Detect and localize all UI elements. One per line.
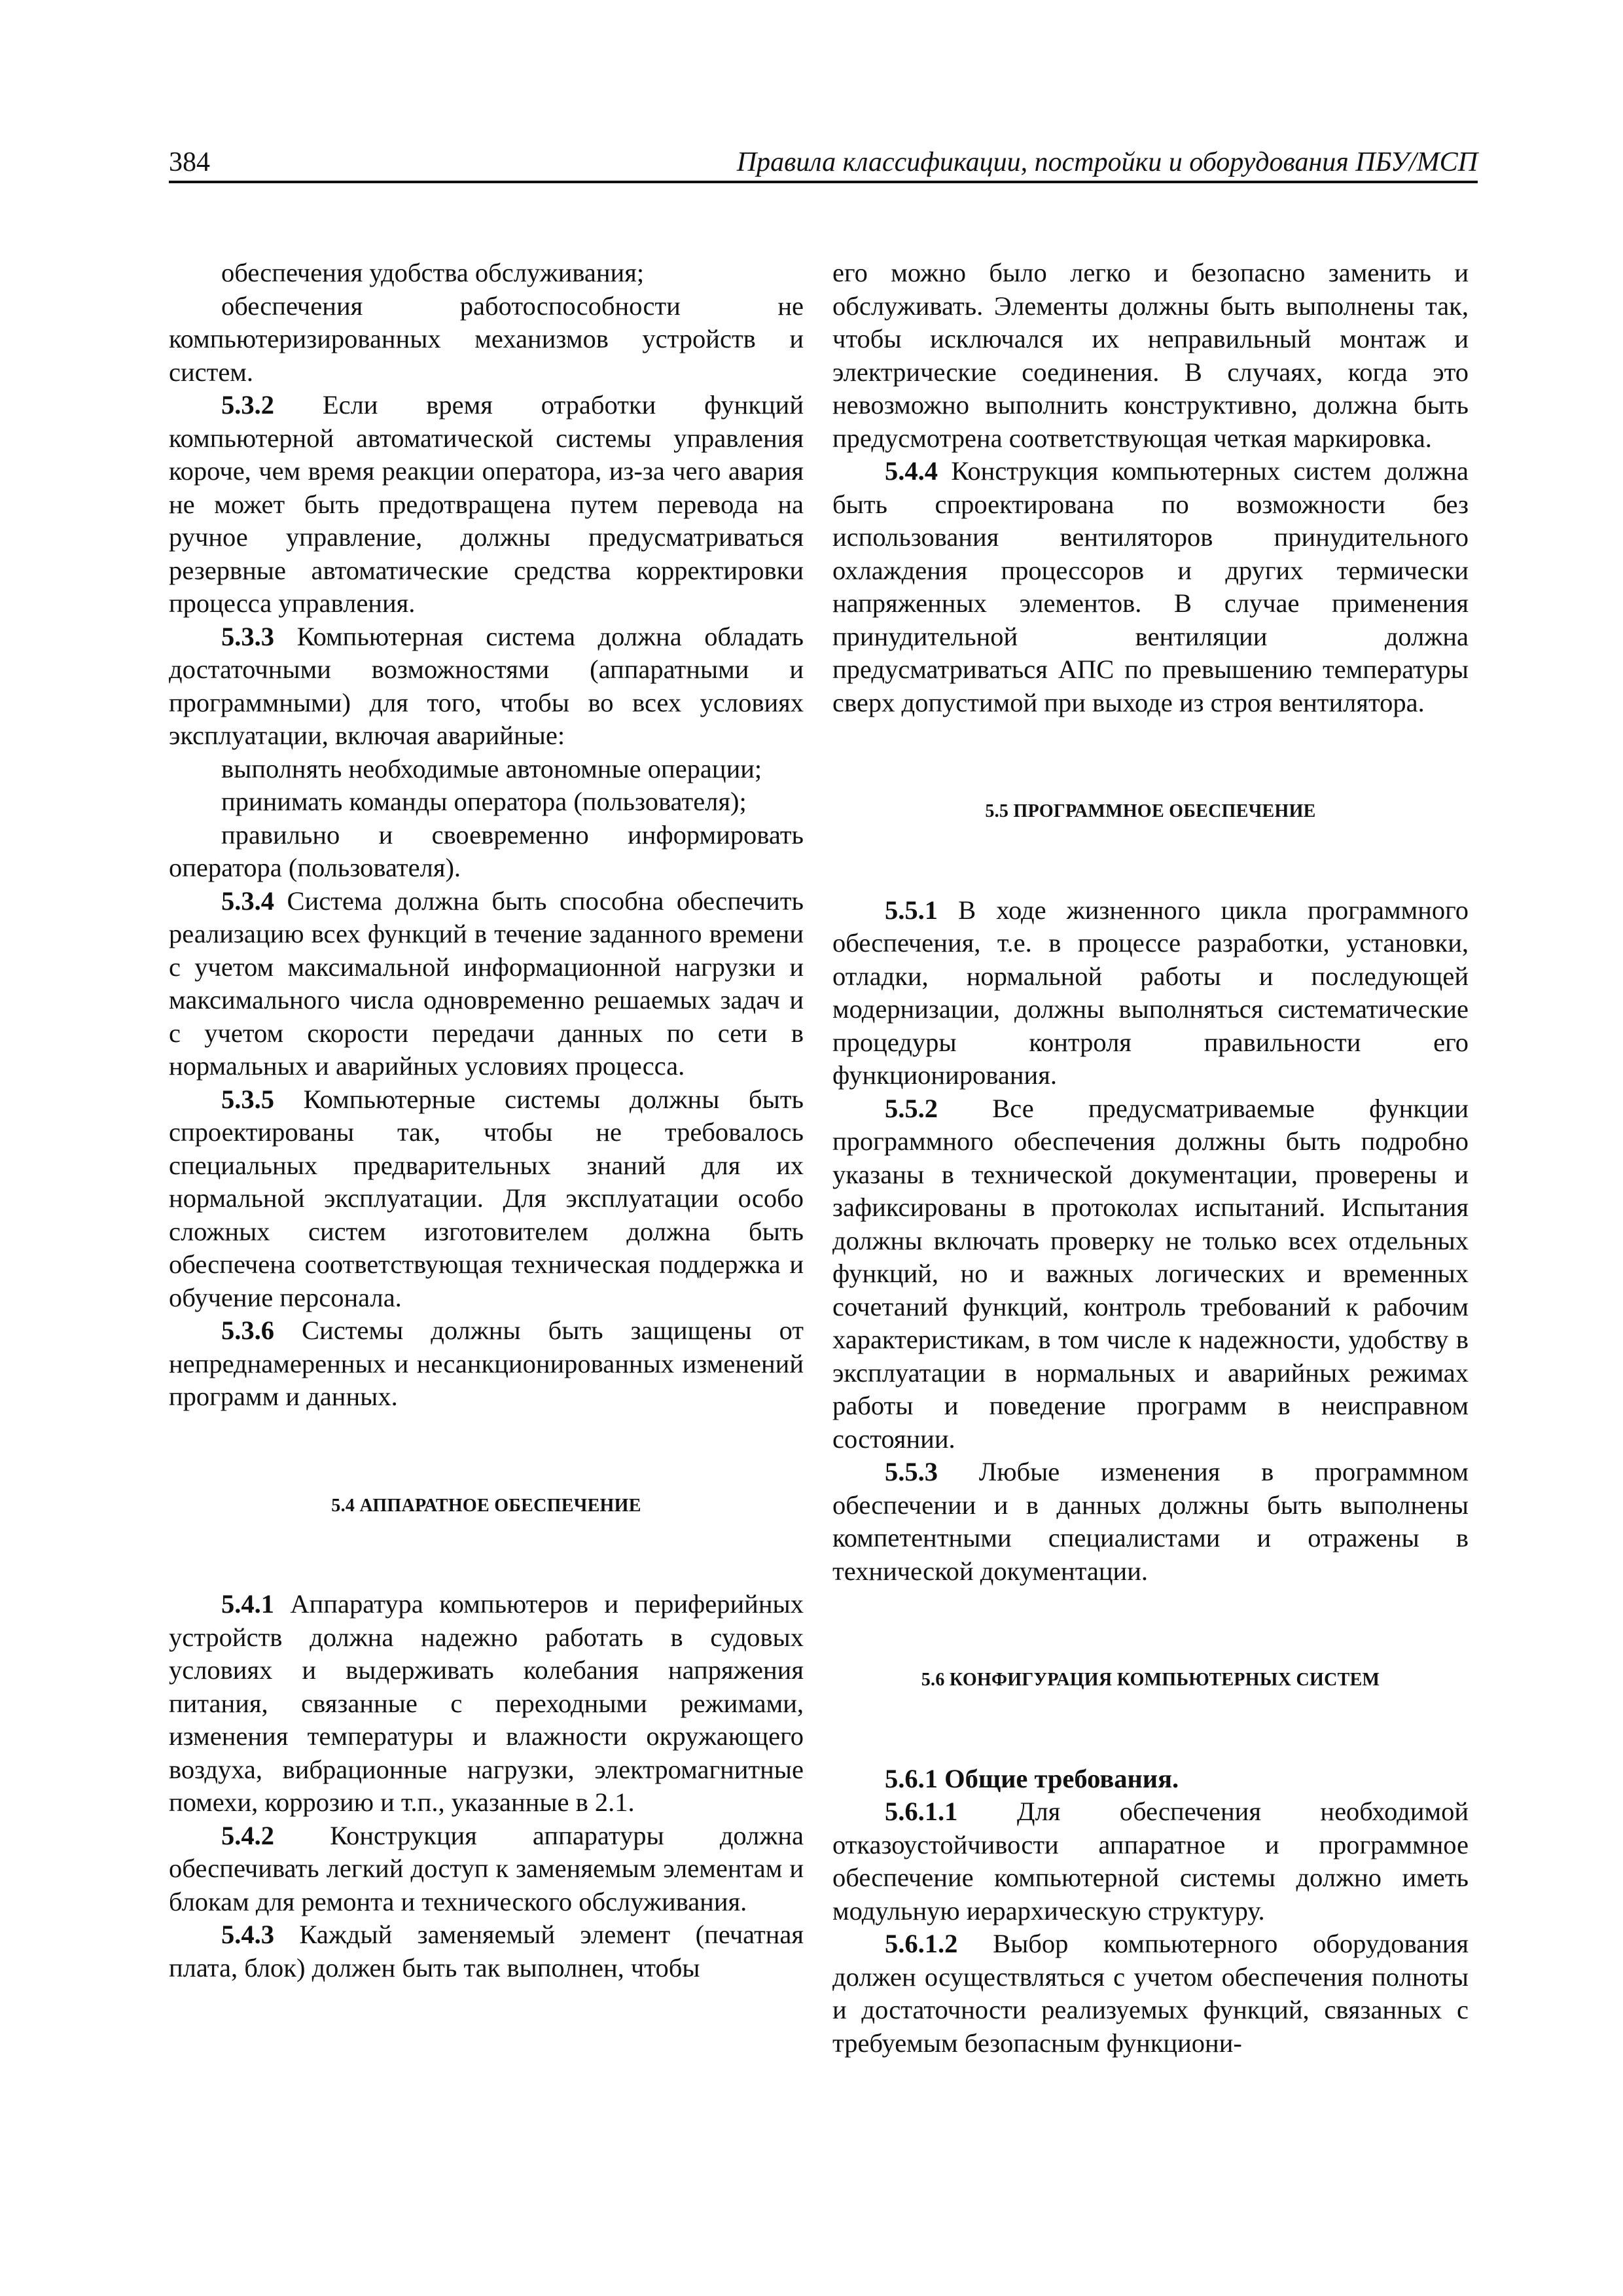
clause-text: Системы должны быть защищены от непреднамеренных и несанкционированных изменений программ и данных. (169, 1316, 804, 1411)
paragraph (169, 389, 804, 620)
paragraph: правильно и своевременно информировать оператора (пользователя). (169, 819, 804, 882)
paragraph (169, 885, 804, 1083)
clause-number: 5.5.3 (885, 1457, 938, 1486)
clause-text: Аппаратура компьютеров и периферийных устройств должна надежно работать в судовых условиях и выдерживать колебания напряжения питания, связанные с переходными режимами, изменения температуры и влажности окружающего воздуха, вибрационные нагрузки, электромагнитные помехи, коррозию и т.п., указанные в 2.1. (169, 1589, 804, 1817)
page-header (169, 139, 1478, 183)
clause-number: 5.6.1.1 (885, 1797, 958, 1826)
paragraph: обеспечения удобства обслуживания; (221, 258, 645, 287)
paragraph (832, 1928, 1469, 2060)
paragraph (832, 455, 1469, 719)
paragraph (832, 1456, 1469, 1588)
clause-text: Для обеспечения необходимой отказоустойчивости аппаратное и программное обеспечение компьютерной системы должно иметь модульную иерархическую структуру. (832, 1797, 1469, 1926)
clause-number: 5.6.1.2 (885, 1929, 958, 1958)
clause-text: Любые изменения в программном обеспечении и в данных должны быть выполнены компетентными специалистами и отражены в технической документации. (832, 1457, 1469, 1586)
clause-number: 5.4.3 (221, 1920, 274, 1949)
clause-number: 5.3.2 (221, 390, 274, 420)
clause-number: 5.4.1 (221, 1589, 274, 1619)
clause-text: В ходе жизненного цикла программного обеспечения, т.е. в процессе разработки, установки, отладки, нормальной работы и последующей модернизации, должны выполняться систематические процедуры контроля правильности его функционирования. (832, 895, 1469, 1090)
clause-text: Конструкция компьютерных систем должна быть спроектирована по возможности без использования вентиляторов принудительного охлаждения процессоров и других термически напряженных элементов. В случае применения принудительной вентиляции должна предусматриваться АПС по превышению температуры сверх допустимой при выходе из строя вентилятора. (832, 456, 1469, 717)
clause-text: Каждый заменяемый элемент (печатная плата, блок) должен быть так выполнен, чтобы (169, 1920, 804, 1982)
clause-text: Компьютерная система должна обладать достаточными возможностями (аппаратными и программными) для того, чтобы во всех условиях эксплуатации, включая аварийные: (169, 621, 804, 750)
paragraph: принимать команды оператора (пользователя); (221, 787, 747, 816)
clause-number: 5.4.2 (221, 1820, 274, 1850)
paragraph (169, 1918, 804, 1984)
paragraph: его можно было легко и безопасно заменить и обслуживать. Элементы должны быть выполнены так, чтобы исключался их неправильный монтаж и электрические соединения. В случаях, когда это невозможно выполнить конструктивно, должна быть предусмотрена соответствующая четкая маркировка. (832, 258, 1469, 453)
page-number: 384 (169, 147, 210, 177)
paragraph (832, 894, 1469, 1092)
clause-text: Конструкция аппаратуры должна обеспечивать легкий доступ к заменяемым элементам и блокам для ремонта и технического обслуживания. (169, 1820, 804, 1916)
paragraph (832, 1795, 1469, 1928)
paragraph (169, 1588, 804, 1820)
paragraph: обеспечения работоспособности не компьютеризированных механизмов устройств и систем. (169, 291, 804, 387)
section-heading: 5.6 КОНФИГУРАЦИЯ КОМПЬЮТЕРНЫХ СИСТЕМ (921, 1670, 1380, 1690)
clause-text: Система должна быть способна обеспечить реализацию всех функций в течение заданного времени с учетом максимальной информационной нагрузки и максимального числа одновременно решаемых задач и с учетом скорости передачи данных по сети в нормальных и аварийных условиях процесса. (169, 886, 804, 1081)
clause-number: 5.3.4 (221, 886, 274, 916)
section-heading: 5.5 ПРОГРАММНОЕ ОБЕСПЕЧЕНИЕ (985, 801, 1316, 821)
paragraph (832, 1092, 1469, 1456)
left-column (169, 257, 804, 1984)
clause-number: 5.4.4 (885, 456, 938, 486)
paragraph (169, 1820, 804, 1919)
clause-text: Если время отработки функций компьютерной автоматической системы управления короче, чем время реакции оператора, из-за чего авария не может быть предотвращена путем перевода на ручное управление, должны предусматриваться резервные автоматические средства корректировки процесса управления. (169, 390, 804, 618)
running-title: Правила классификации, постройки и оборудования ПБУ/МСП (736, 147, 1478, 177)
right-column (832, 257, 1469, 2060)
clause-number: 5.5.2 (885, 1093, 938, 1123)
clause-number: 5.3.3 (221, 621, 274, 651)
subsection-heading: 5.6.1 Общие требования. (885, 1763, 1179, 1793)
paragraph (169, 1314, 804, 1414)
paragraph: выполнять необходимые автономные операции; (221, 753, 762, 783)
paragraph (169, 620, 804, 753)
paragraph (169, 1083, 804, 1315)
clause-text: Все предусматриваемые функции программного обеспечения должны быть подробно указаны в технической документации, проверены и зафиксированы в протоколах испытаний. Испытания должны включать проверку не только всех отдельных функций, но и важных логических и временных сочетаний функций, контроль требований к рабочим характеристикам, в том числе к надежности, удобству в эксплуатации в нормальных и аварийных режимах работы и поведение программ в неисправном состоянии. (832, 1093, 1469, 1454)
clause-number: 5.3.6 (221, 1316, 274, 1345)
clause-number: 5.5.1 (885, 895, 938, 925)
clause-number: 5.3.5 (221, 1084, 274, 1114)
section-heading: 5.4 АППАРАТНОЕ ОБЕСПЕЧЕНИЕ (331, 1495, 641, 1516)
clause-text: Компьютерные системы должны быть спроектированы так, чтобы не требовалось специальных предварительных знаний для их нормальной эксплуатации. Для эксплуатации особо сложных систем изготовителем должна быть обеспечена соответствующая техническая поддержка и обучение персонала. (169, 1084, 804, 1312)
clause-text: Выбор компьютерного оборудования должен осуществляться с учетом обеспечения полноты и достаточности реализуемых функций, связанных с требуемым безопасным функциони- (832, 1929, 1469, 2058)
